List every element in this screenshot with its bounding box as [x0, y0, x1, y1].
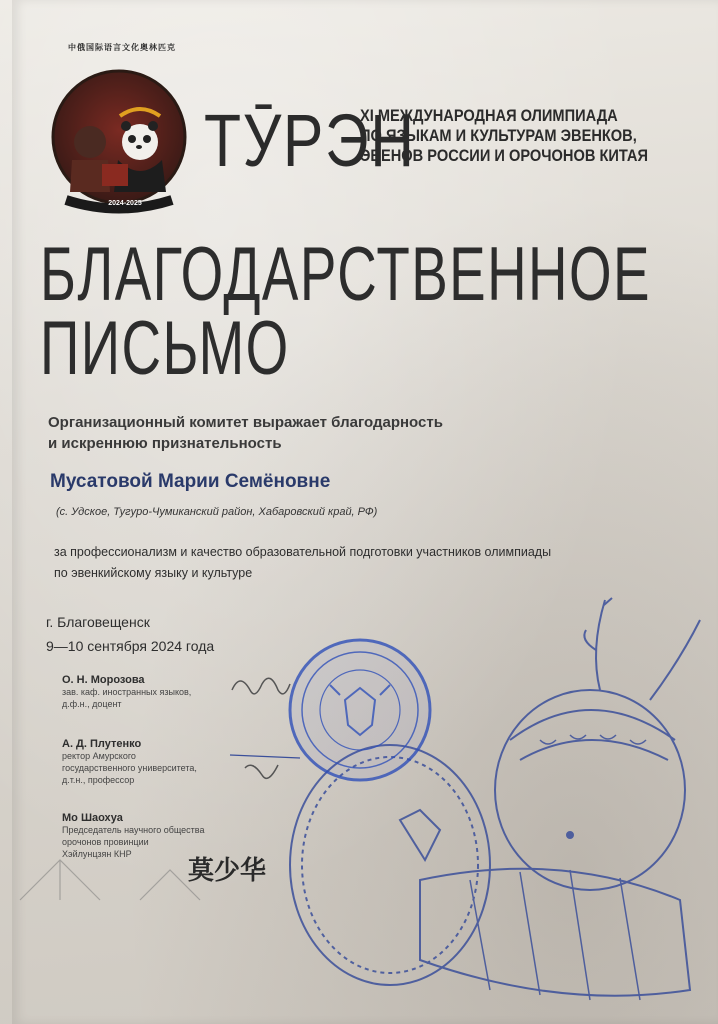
- olympiad-name: ТӮРЭН: [204, 99, 416, 182]
- olympiad-subtitle: [360, 106, 648, 166]
- intro-line-2: и искреннюю признательность: [48, 435, 282, 452]
- date: 9—10 сентября 2024 года: [46, 638, 215, 654]
- place: г. Благовещенск: [46, 614, 150, 630]
- signer-3-name: Мо Шаохуа: [62, 812, 123, 824]
- signer-1: [62, 674, 252, 710]
- olympiad-logo-icon: [48, 42, 190, 214]
- signer-2-position-line-3: д.т.н., профессор: [62, 775, 135, 785]
- signer-1-position-line-2: д.ф.н., доцент: [62, 699, 122, 709]
- signer-2-position-line-1: ректор Амурского: [62, 751, 136, 761]
- signer-2-name: А. Д. Плутенко: [62, 738, 142, 750]
- reason-line-2: по эвенкийскому языку и культуре: [54, 566, 253, 580]
- title-line-1: БЛАГОДАРСТВЕННОЕ: [40, 232, 651, 317]
- recipient-name: Мусатовой Марии Семёновне: [50, 471, 331, 492]
- recipient-address: (с. Удское, Тугуро-Чумиканский район, Хабаровский край, РФ): [56, 506, 378, 518]
- reason-text: [54, 542, 654, 584]
- signer-3-position-line-1: Председатель научного общества: [62, 825, 205, 835]
- document-title: [40, 232, 651, 391]
- signer-3-position-line-2: орочонов провинции: [62, 837, 149, 847]
- subtitle-line-3: ЭВЕНОВ РОССИИ И ОРОЧОНОВ КИТАЯ: [360, 146, 648, 165]
- intro-line-1: Организационный комитет выражает благодарность: [48, 414, 443, 431]
- logo-years: 2024-2025: [108, 200, 142, 207]
- reason-line-1: за профессионализм и качество образовательной подготовки участников олимпиады: [54, 545, 552, 559]
- signer-3-position-line-3: Хэйлунцзян КНР: [62, 849, 132, 859]
- signer-2: [62, 738, 252, 786]
- signer-1-name: О. Н. Морозова: [62, 674, 145, 686]
- subtitle-line-2: ПО ЯЗЫКАМ И КУЛЬТУРАМ ЭВЕНКОВ,: [360, 126, 637, 145]
- intro-text: [48, 412, 568, 454]
- title-line-2: ПИСЬМО: [40, 306, 290, 391]
- signer-1-position-line-1: зав. каф. иностранных языков,: [62, 687, 192, 697]
- logo-top-text: 中俄国际语言文化奥林匹克: [68, 43, 176, 52]
- signer-2-position-line-2: государственного университета,: [62, 763, 197, 773]
- chinese-signature: 莫少华: [188, 856, 267, 886]
- subtitle-line-1: XI МЕЖДУНАРОДНАЯ ОЛИМПИАДА: [360, 106, 618, 125]
